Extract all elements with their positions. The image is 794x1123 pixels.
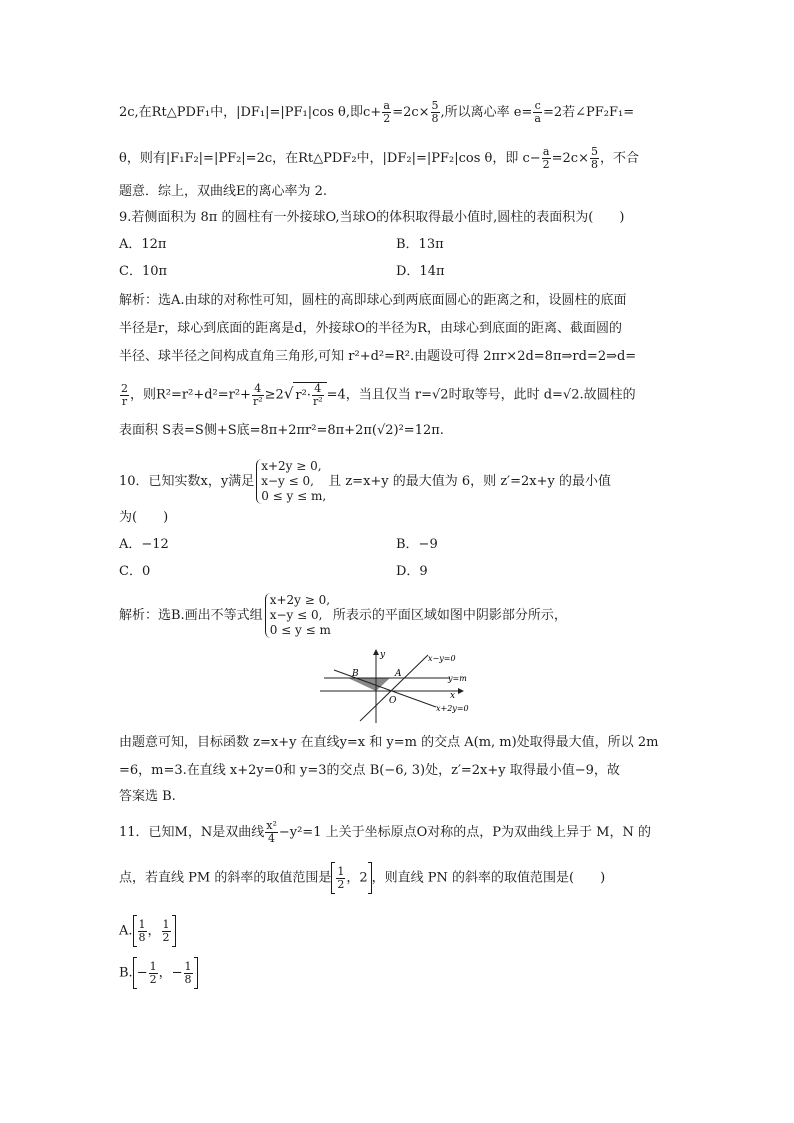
fraction: $\frac{1}{8}$ — [138, 917, 146, 944]
fraction: $\frac{1}{2}$ — [162, 917, 170, 944]
inequality-system: x+2y ≥ 0, x−y ≤ 0, 0 ≤ y ≤ m — [265, 593, 331, 638]
question-9: 9.若侧面积为 8π 的圆柱有一外接球O,当球O的体积取得最小值时,圆柱的表面积为( ) — [119, 210, 625, 225]
text: =2若∠PF₂F₁= — [542, 105, 635, 120]
text: =2c× — [551, 151, 589, 166]
option-c: C．0 — [119, 564, 151, 579]
solution-line: 表面积 S表=S侧+S底=8π+2πr²=8π+2π(√2)²=12π. — [119, 423, 444, 438]
solution-line: 答案选 B. — [119, 789, 176, 804]
text: 且 z=x+y 的最大值为 6，则 z′=2x+y 的最小值 — [328, 474, 611, 489]
option-a: A．−12 — [119, 537, 169, 552]
solution-line: 半径是r，球心到底面的距离是d，外接球O的半径为R，由球心到底面的距离、截面圆的 — [119, 321, 622, 336]
text: ,所以离心率 e= — [440, 105, 533, 120]
label-line1: x−y=0 — [428, 654, 456, 663]
fraction: $\frac{2}{r}$ — [121, 381, 128, 408]
label-y: y — [380, 650, 386, 660]
solution-line: $\frac{2}{r}$ ，则R²=r²+d²=r²+ $\frac{4}{\text{r²}}$ ≥2√ r²· $\frac{4}{\text{r²}}$ =4，当且仅当 r=√2时取等号，此时 d=√2.故圆柱的 — [121, 381, 636, 408]
square-root: r²· $\frac{4}{\text{r²}}$ — [293, 382, 326, 408]
feasible-region-figure — [310, 645, 480, 725]
solution-line: 由题意可知，目标函数 z=x+y 在直线y=x 和 y=m 的交点 A(m, m)处取得最大值，所以 2m — [119, 735, 659, 750]
text-line — [119, 862, 694, 894]
text-line — [119, 100, 694, 125]
fraction: $\frac{a}{2}$ — [542, 145, 550, 171]
label-o: O — [389, 696, 397, 706]
text: ，2 — [346, 870, 368, 886]
text: 10．已知实数x，y满足 — [119, 474, 255, 489]
label-line2: y=m — [448, 674, 467, 683]
fraction: $\frac{1}{2}$ — [337, 864, 345, 891]
text: =4，当且仅当 r=√2时取等号，此时 d=√2.故圆柱的 — [326, 387, 636, 403]
question-10 — [119, 458, 694, 506]
option-a: A. $\frac{1}{8}$ ， $\frac{1}{2}$ — [119, 915, 694, 947]
fraction: $\frac{5}{8}$ — [590, 145, 598, 171]
text: 11．已知M，N是双曲线 — [119, 825, 265, 840]
text: ，不合 — [599, 151, 639, 166]
fraction: $\frac{4}{\text{r²}}$ — [252, 381, 263, 408]
inequality-system: x+2y ≥ 0, x−y ≤ 0, 0 ≤ y ≤ m, — [256, 459, 326, 504]
option-d: D．9 — [396, 564, 428, 579]
text: 点，若直线 PM 的斜率的取值范围是 — [119, 870, 332, 886]
solution-line: 半径、球半径之间构成直角三角形,可知 r²+d²=R².由题设可得 2πr×2d=8π⇒rd=2⇒d= — [119, 349, 637, 364]
label-b: B — [352, 669, 359, 679]
text: =2c× — [392, 105, 430, 120]
text: θ，则有|F₁F₂|=|PF₂|=2c，在Rt△PDF₂中，|DF₂|=|PF₂|cos θ，即 c− — [119, 151, 541, 166]
option-label: B. — [119, 965, 133, 981]
question-11 — [119, 820, 694, 845]
fraction: $\frac{c}{a}$ — [534, 99, 541, 125]
text: ≥2 — [264, 387, 284, 403]
text-line: 为( ) — [119, 510, 169, 525]
option-a: A．12π — [119, 237, 167, 252]
fraction: $\frac{\text{x²}}{4}$ — [266, 819, 277, 845]
solution-line: 解析：选A.由球的对称性可知，圆柱的高即球心到两底面圆心的距离之和，设圆柱的底面 — [119, 293, 627, 308]
text: −y²=1 上关于坐标原点O对称的点，P为双曲线上异于 M，N 的 — [278, 825, 651, 840]
text: 2c,在Rt△PDF₁中，|DF₁|=|PF₁|cos θ,即c+ — [119, 105, 382, 120]
label-a: A — [395, 669, 402, 679]
text: ，则R²=r²+d²=r²+ — [130, 387, 251, 403]
text: 所表示的平面区域如图中阴影部分所示， — [332, 608, 567, 623]
option-label: A. — [119, 923, 133, 939]
option-c: C．10π — [119, 264, 168, 279]
label-line3: x+2y=0 — [436, 704, 469, 713]
solution-line: =6，m=3.在直线 x+2y=0和 y=3的交点 B(−6, 3)处，z′=2x+y 取得最小值−9，故 — [119, 763, 620, 778]
y-axis-arrow — [373, 649, 379, 655]
label-x: x — [450, 691, 456, 701]
fraction: $\frac{a}{2}$ — [383, 99, 391, 125]
option-b: B．−9 — [396, 537, 438, 552]
shaded-region — [348, 678, 390, 691]
text: ，则直线 PN 的斜率的取值范围是( ) — [371, 870, 606, 886]
line-x-plus-2y — [334, 670, 436, 707]
text-line — [119, 146, 694, 171]
fraction: $\frac{5}{8}$ — [431, 99, 439, 125]
fraction: $\frac{1}{2}$ — [149, 959, 157, 986]
text: 解析：选B.画出不等式组 — [119, 608, 263, 623]
option-b: B. − $\frac{1}{2}$ ，− $\frac{1}{8}$ — [119, 957, 694, 989]
option-b: B．13π — [396, 237, 444, 252]
fraction: $\frac{1}{8}$ — [184, 959, 192, 986]
solution-line — [119, 592, 694, 640]
option-d: D．14π — [396, 264, 445, 279]
x-axis-arrow — [458, 688, 464, 694]
text-line: 题意．综上，双曲线E的离心率为 2. — [119, 184, 328, 199]
